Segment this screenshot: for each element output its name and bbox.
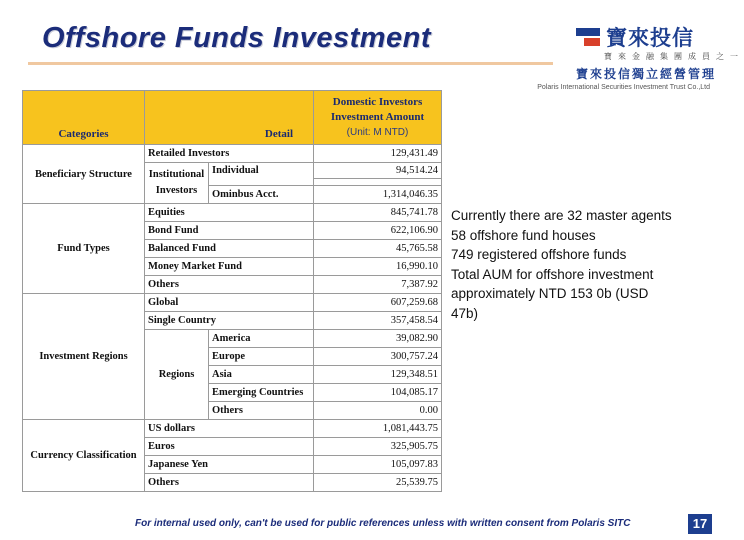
- fund-type-label: Money Market Fund: [145, 258, 314, 276]
- page-number: 17: [688, 514, 712, 534]
- region-label: Emerging Countries: [209, 384, 314, 402]
- region-label: America: [209, 330, 314, 348]
- header-categories: Categories: [23, 91, 145, 145]
- row-value-retailed: 129,431.49: [314, 145, 442, 163]
- row-value-individual: 94,514.24: [314, 163, 442, 179]
- currency-label: Euros: [145, 438, 314, 456]
- slide-title: Offshore Funds Investment: [42, 22, 432, 54]
- row-value-omnibus: 1,314,046.35: [314, 186, 442, 204]
- fund-type-value: 845,741.78: [314, 204, 442, 222]
- header-amount-line2: Investment Amount: [330, 111, 425, 123]
- category-beneficiary: Beneficiary Structure: [23, 145, 145, 204]
- subcategory-regions: Regions: [145, 330, 209, 420]
- subcategory-institutional: Institutional Investors: [145, 163, 209, 204]
- region-single-country-value: 357,458.54: [314, 312, 442, 330]
- investment-table: [22, 90, 442, 492]
- region-global-label: Global: [145, 294, 314, 312]
- note-line: Currently there are 32 master agents: [451, 208, 672, 223]
- header-amount: [314, 91, 442, 145]
- currency-value: 325,905.75: [314, 438, 442, 456]
- row-label-individual: Individual: [209, 163, 314, 179]
- logo-mark-icon: [576, 26, 600, 48]
- note-line: 47b): [451, 305, 479, 321]
- footer-disclaimer: For internal used only, can't be used for public references unless with written consent from Polaris SITC: [135, 518, 631, 529]
- row-label-retailed: Retailed Investors: [145, 145, 314, 163]
- header-amount-line1: Domestic Investors: [332, 96, 423, 108]
- fund-type-value: 622,106.90: [314, 222, 442, 240]
- currency-value: 1,081,443.75: [314, 420, 442, 438]
- region-label: Others: [209, 402, 314, 420]
- row-label-omnibus: Ominbus Acct.: [209, 186, 314, 204]
- currency-value: 25,539.75: [314, 474, 442, 492]
- header-detail: Detail: [145, 91, 314, 145]
- fund-type-label: Equities: [145, 204, 314, 222]
- region-single-country-label: Single Country: [145, 312, 314, 330]
- region-value: 129,348.51: [314, 366, 442, 384]
- region-value: 300,757.24: [314, 348, 442, 366]
- summary-notes: [451, 206, 716, 324]
- fund-type-label: Bond Fund: [145, 222, 314, 240]
- currency-label: Others: [145, 474, 314, 492]
- region-global-value: 607,259.68: [314, 294, 442, 312]
- fund-type-label: Balanced Fund: [145, 240, 314, 258]
- logo-name: 寶來投信: [606, 26, 694, 50]
- region-value: 39,082.90: [314, 330, 442, 348]
- region-label: Europe: [209, 348, 314, 366]
- region-label: Asia: [209, 366, 314, 384]
- header-amount-unit: (Unit: M NTD): [346, 127, 409, 138]
- currency-label: US dollars: [145, 420, 314, 438]
- currency-label: Japanese Yen: [145, 456, 314, 474]
- investment-table-container: [22, 90, 441, 488]
- currency-value: 105,097.83: [314, 456, 442, 474]
- note-line: 58 offshore fund houses: [451, 227, 596, 243]
- category-fund-types: Fund Types: [23, 204, 145, 294]
- fund-type-value: 7,387.92: [314, 276, 442, 294]
- note-line: Total AUM for offshore investment: [451, 266, 654, 282]
- region-value: 104,085.17: [314, 384, 442, 402]
- region-value: 0.00: [314, 402, 442, 420]
- note-line: approximately NTD 153 0b (USD: [451, 286, 649, 302]
- fund-type-value: 16,990.10: [314, 258, 442, 276]
- category-currency: Currency Classification: [23, 420, 145, 492]
- fund-type-label: Others: [145, 276, 314, 294]
- category-investment-regions: Investment Regions: [23, 294, 145, 420]
- fund-type-value: 45,765.58: [314, 240, 442, 258]
- logo-subtitle: 寶來投信獨立經營管理: [576, 67, 717, 81]
- company-english-name: Polaris International Securities Investment Trust Co.,Ltd: [537, 84, 710, 91]
- company-logo: [574, 22, 744, 81]
- logo-tagline: 寶來金融集團成員之一: [604, 52, 744, 61]
- note-line: 749 registered offshore funds: [451, 247, 627, 263]
- title-underline: [28, 62, 553, 65]
